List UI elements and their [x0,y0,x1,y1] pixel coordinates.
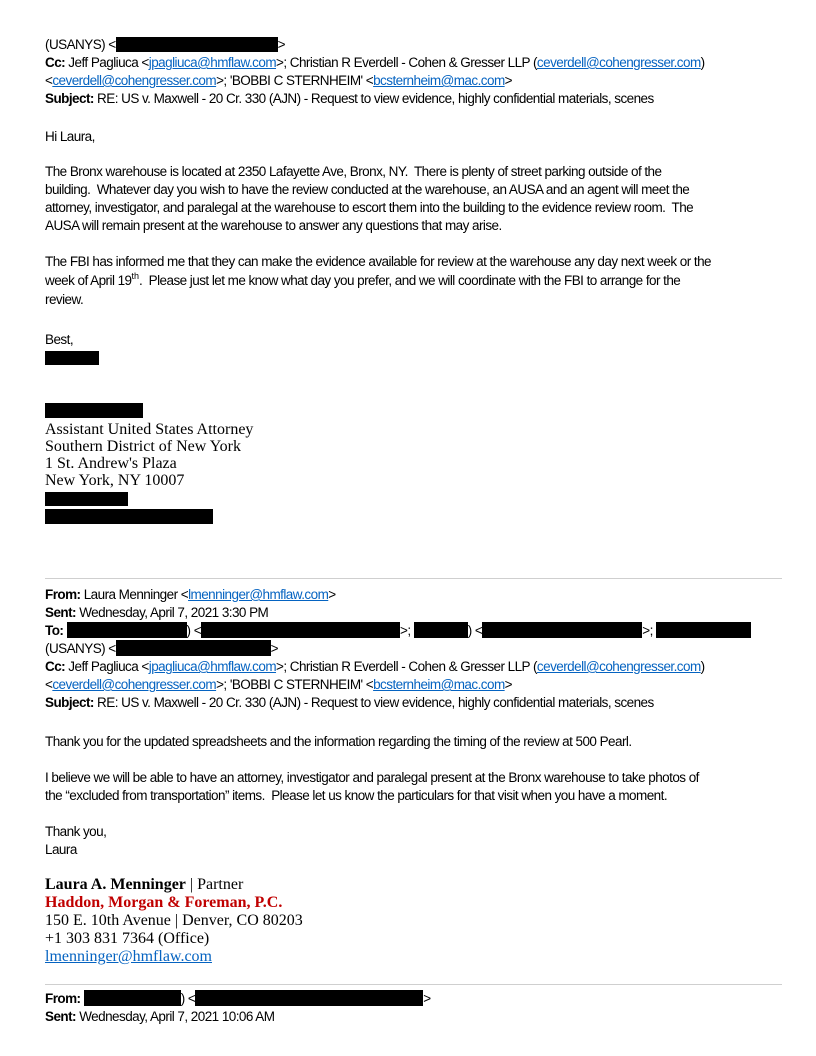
body-line: review. [45,292,84,307]
email2-to-wrap-line [45,640,776,658]
email2-cc-line-1 [45,658,776,676]
from-text: Laura Menninger < [80,587,189,602]
cc-text: >; Christian R Everdell - Cohen & Gresser LLP ( [276,659,537,674]
email3-from-line [45,990,776,1008]
email2-from-line [45,586,776,604]
sent-label: Sent: [45,1009,77,1024]
cc-text: < [45,73,53,88]
cc-label: Cc: [45,659,66,674]
cc-text: Jeff Pagliuca < [65,55,149,70]
redaction-box [656,622,751,638]
redaction-box [116,640,271,656]
cc-label: Cc: [45,55,66,70]
body-line: AUSA will remain present at the warehouse to answer any questions that may arise. [45,218,502,233]
signature-phone: +1 303 831 7364 (Office) [45,930,210,947]
signature-district: Southern District of New York [45,438,241,455]
email2-signature-block [45,876,776,966]
subject-label: Subject: [45,91,94,106]
redaction-box [195,990,423,1006]
email2-subject-line [45,694,776,712]
email1-to-continuation-line [45,36,776,54]
email3-sent-line [45,1008,776,1026]
usanys-label: (USANYS) < [45,641,116,656]
body-line: The Bronx warehouse is located at 2350 Lafayette Ave, Bronx, NY. There is plenty of street parking outside of the [45,164,662,179]
email2-to-line [45,622,776,640]
body-line: building. Whatever day you wish to have the review conducted at the warehouse, an AUSA and an agent will meet the [45,182,690,197]
signature-email-redaction-line [45,509,776,525]
email-link-bcsternheim[interactable]: bcsternheim@mac.com [373,73,505,88]
redaction-box [45,403,143,418]
body-line [45,271,776,290]
to-text: ) < [186,623,202,638]
body-line: The FBI has informed me that they can make the evidence available for review at the warehouse any day next week or the [45,254,711,269]
email-divider [45,578,782,579]
signature-email-link-line [45,948,776,966]
email-link-ceverdell[interactable]: ceverdell@cohengresser.com [536,55,701,70]
email2-paragraph-2 [45,769,776,805]
cc-text: ) [700,55,705,70]
email1-signature-block [45,403,776,525]
cc-text: Jeff Pagliuca < [65,659,149,674]
signature-name-redaction-line [45,403,776,419]
email-link-lmenninger[interactable]: lmenninger@hmflaw.com [188,587,329,602]
subject-text: RE: US v. Maxwell - 20 Cr. 330 (AJN) - Request to view evidence, highly confidential materials, scenes [93,695,654,710]
email2-closing-2: Laura [45,842,77,857]
to-text: ) < [467,623,483,638]
signature-title: Assistant United States Attorney [45,421,254,438]
cc-text: < [45,677,53,692]
cc-text: >; Christian R Everdell - Cohen & Gresser LLP ( [276,55,537,70]
body-line: attorney, investigator, and paralegal at the warehouse to escort them into the building to the evidence review room. The [45,200,694,215]
signature-address-2: New York, NY 10007 [45,472,185,489]
signature-address-1: 1 St. Andrew's Plaza [45,455,177,472]
email1-closing: Best, [45,332,74,347]
email2-closing-1: Thank you, [45,824,107,839]
email1-paragraph-1 [45,163,776,235]
email-link-ceverdell[interactable]: ceverdell@cohengresser.com [52,73,217,88]
signature-phone-redaction-line [45,491,776,507]
subject-text: RE: US v. Maxwell - 20 Cr. 330 (AJN) - Request to view evidence, highly confidential materials, scenes [93,91,654,106]
email2-cc-line-2 [45,676,776,694]
signature-firm: Haddon, Morgan & Foreman, P.C. [45,894,283,911]
email-link-jpagliuca[interactable]: jpagliuca@hmflaw.com [148,55,277,70]
signature-name: Laura A. Menninger [45,876,186,893]
signature-address: 150 E. 10th Avenue | Denver, CO 80203 [45,912,303,929]
signature-title-suffix: | Partner [185,876,244,893]
email1-sender-name-redaction-line [45,350,776,366]
redaction-box [84,990,181,1006]
email-divider [45,984,782,985]
redaction-box [116,37,278,52]
email1-greeting: Hi Laura, [45,129,95,144]
email-link-jpagliuca[interactable]: jpagliuca@hmflaw.com [148,659,277,674]
superscript-th: th [131,271,140,281]
cc-text: > [504,677,512,692]
from-label: From: [45,991,81,1006]
email1-subject-line [45,90,776,108]
angle-close: > [270,641,278,656]
to-text: >; [400,623,414,638]
sent-text: Wednesday, April 7, 2021 3:30 PM [76,605,269,620]
email1-cc-line-1 [45,54,776,72]
redaction-box [414,622,468,638]
body-text: . Please just let me know what day you prefer, and we will coordinate with the FBI to arrange for the [139,273,681,288]
email2-paragraph-1: Thank you for the updated spreadsheets and the information regarding the timing of the review at 500 Pearl. [45,734,632,749]
body-text: week of April 19 [45,273,132,288]
email1-cc-line-2 [45,72,776,90]
usanys-label: (USANYS) < [45,37,116,52]
body-line: I believe we will be able to have an attorney, investigator and paralegal present at the Bronx warehouse to take photos of [45,770,699,785]
angle-close: > [277,37,285,52]
email-link-lmenninger[interactable]: lmenninger@hmflaw.com [45,948,212,965]
signature-name-line [45,876,776,894]
cc-text: > [504,73,512,88]
redaction-box [201,622,400,638]
redaction-box [45,492,128,506]
cc-text: >; 'BOBBI C STERNHEIM' < [216,677,374,692]
sent-text: Wednesday, April 7, 2021 10:06 AM [76,1009,275,1024]
sent-label: Sent: [45,605,77,620]
from-text: > [423,991,431,1006]
cc-text: >; 'BOBBI C STERNHEIM' < [216,73,374,88]
cc-text: ) [700,659,705,674]
from-text: > [328,587,336,602]
email-link-ceverdell[interactable]: ceverdell@cohengresser.com [52,677,217,692]
subject-label: Subject: [45,695,94,710]
redaction-box [45,351,99,365]
email-link-ceverdell[interactable]: ceverdell@cohengresser.com [536,659,701,674]
to-label: To: [45,623,67,638]
from-text: ) < [180,991,196,1006]
from-label: From: [45,587,81,602]
email2-sent-line [45,604,776,622]
redaction-box [45,509,213,524]
email-link-bcsternheim[interactable]: bcsternheim@mac.com [373,677,505,692]
to-text: >; [642,623,657,638]
body-line: the “excluded from transportation” items. Please let us know the particulars for that visit when you have a moment. [45,788,668,803]
email1-paragraph-2 [45,252,776,309]
redaction-box [482,622,642,638]
redaction-box [67,622,187,638]
